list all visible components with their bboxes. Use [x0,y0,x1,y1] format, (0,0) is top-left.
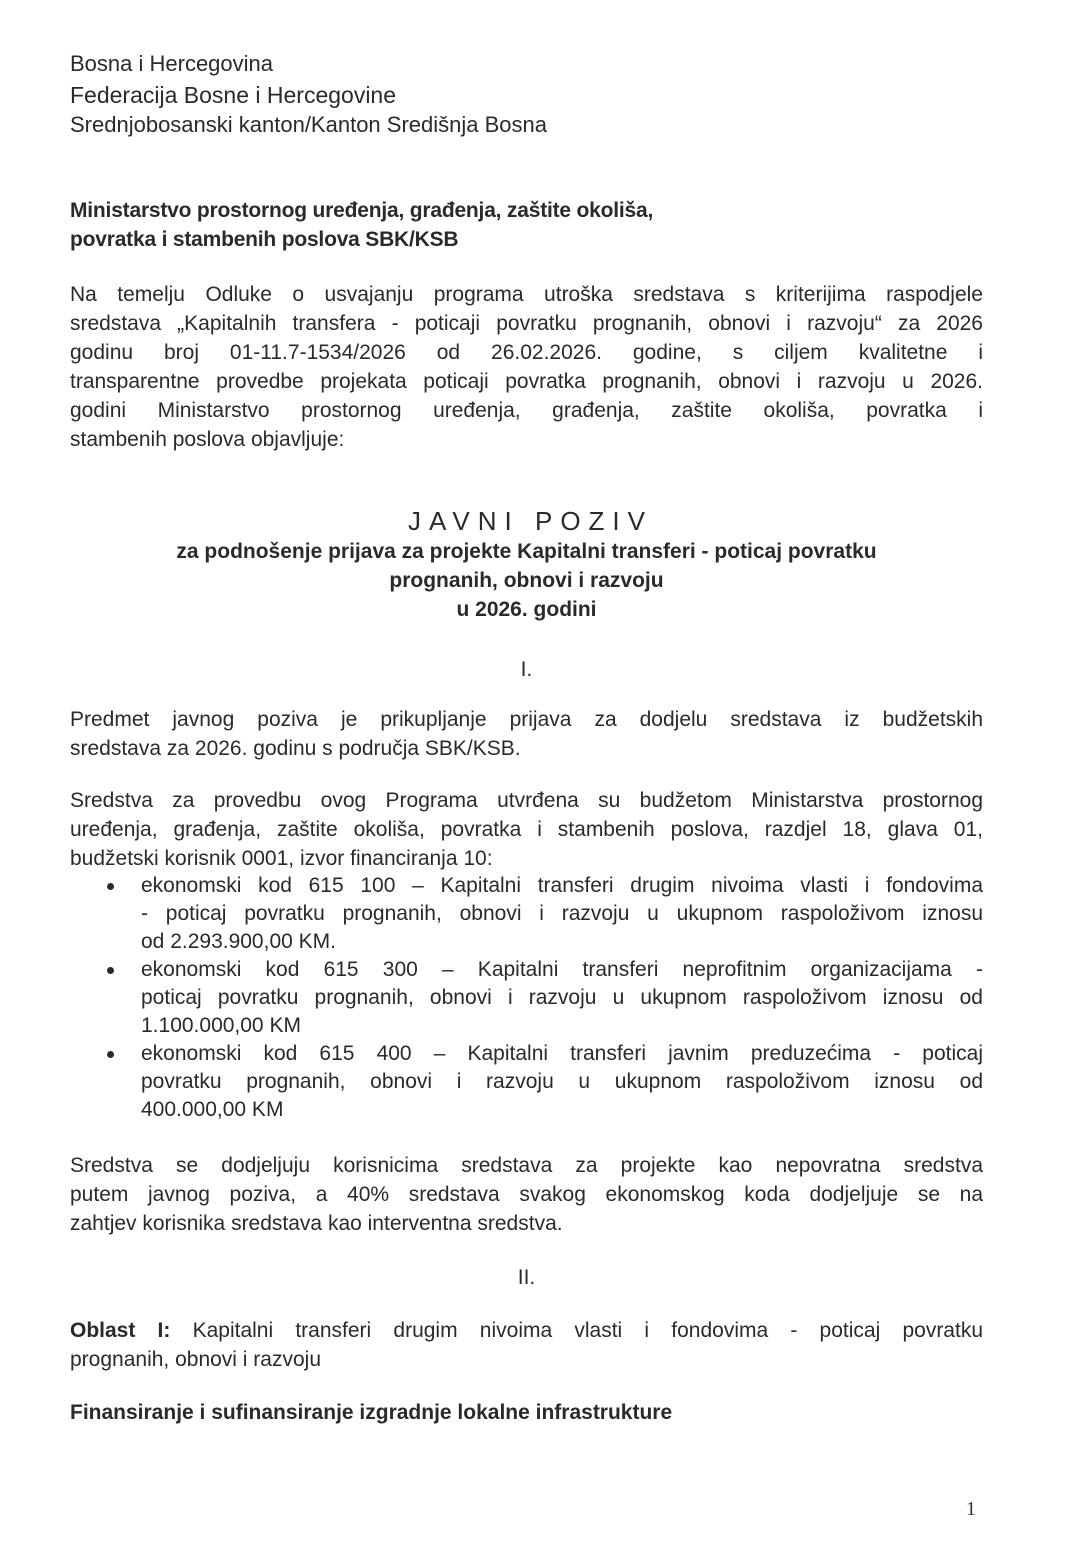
code-line: povratku prognanih, obnovi i razvoju u ukupnom raspoloživom iznosu od [141,1070,983,1093]
document-subtitle-line: prognanih, obnovi i razvoju [389,569,664,592]
intro-line: stambenih poslova objavljuje: [70,428,345,451]
code-line: 1.100.000,00 KM [141,1014,301,1037]
funding-line: Sredstva za provedbu ovog Programa utvrđena su budžetom Ministarstva prostornog [70,789,983,812]
intro-line: Na temelju Odluke o usvajanju programa utroška sredstava s kriterijima raspodjele [70,283,983,306]
ministry-line: Ministarstvo prostornog uređenja, građenja, zaštite okoliša, [70,199,654,222]
economic-code-item [105,956,983,1040]
oblast-text: Kapitalni transferi drugim nivoima vlasti i fondovima - poticaj povratku [170,1319,984,1342]
ministry-name [70,196,653,254]
code-line: 400.000,00 KM [141,1098,284,1121]
bullet-icon [107,883,114,890]
header-federation: Federacija Bosne i Hercegovine [70,82,397,108]
title-block [70,505,983,624]
funding-line: budžetski korisnik 0001, izvor financiranja 10: [70,847,493,870]
allocation-line: putem javnog poziva, a 40% sredstava svakog ekonomskog koda dodjeljuje se na [70,1183,983,1206]
document-title: JAVNI POZIV [408,506,653,536]
intro-line: godini Ministarstvo prostornog uređenja, građenja, zaštite okoliša, povratka i [70,399,983,422]
code-line: ekonomski kod 615 400 – Kapitalni transferi javnim preduzećima - poticaj [141,1042,983,1065]
oblast-label: Oblast I: [70,1319,171,1342]
page-number: 1 [966,1498,976,1520]
document-subtitle-line: za podnošenje prijava za projekte Kapitalni transferi - poticaj povratku [176,540,877,563]
document-subtitle-line: u 2026. godini [456,598,597,621]
code-line: ekonomski kod 615 100 – Kapitalni transferi drugim nivoima vlasti i fondovima [141,874,983,897]
oblast-paragraph [70,1316,983,1374]
subject-paragraph [70,705,983,763]
intro-line: godinu broj 01-11.7-1534/2026 od 26.02.2026. godine, s ciljem kvalitetne i [70,341,983,364]
economic-codes-list [105,872,983,1124]
funding-line: uređenja, građenja, zaštite okoliša, povratka i stambenih poslova, razdjel 18, glava 01, [70,818,983,841]
subheading-infrastructure: Finansiranje i sufinansiranje izgradnje lokalne infrastrukture [70,1401,673,1424]
oblast-line [70,1316,983,1345]
subject-line: sredstava za 2026. godinu s područja SBK/KSB. [70,737,521,760]
header-country: Bosna i Hercegovina [70,51,274,76]
economic-code-item [105,872,983,956]
allocation-paragraph [70,1151,983,1238]
code-line: poticaj povratku prognanih, obnovi i razvoju u ukupnom raspoloživom iznosu od [141,986,983,1009]
allocation-line: zahtjev korisnika sredstava kao interventna sredstva. [70,1212,563,1235]
section-number-2: II. [517,1266,536,1289]
bullet-icon [107,1051,114,1058]
subject-line: Predmet javnog poziva je prikupljanje prijava za dodjelu sredstava iz budžetskih [70,708,983,731]
allocation-line: Sredstva se dodjeljuju korisnicima sredstava za projekte kao nepovratna sredstva [70,1154,983,1177]
header-canton: Srednjobosanski kanton/Kanton Središnja Bosna [70,112,547,137]
intro-line: transparentne provedbe projekata poticaji povratka prognanih, obnovi i razvoju u 2026. [70,370,983,393]
oblast-line: prognanih, obnovi i razvoju [70,1348,321,1371]
intro-line: sredstava „Kapitalnih transfera - poticaji povratku prognanih, obnovi i razvoju“ za 2026 [70,312,983,335]
ministry-line: povratka i stambenih poslova SBK/KSB [70,228,459,251]
section-number-1: I. [520,658,533,681]
intro-paragraph [70,280,983,454]
code-line: od 2.293.900,00 KM. [141,930,336,953]
code-line: ekonomski kod 615 300 – Kapitalni transferi neprofitnim organizacijama - [141,958,983,981]
economic-code-item [105,1040,983,1124]
code-line: - poticaj povratku prognanih, obnovi i razvoju u ukupnom raspoloživom iznosu [141,902,983,925]
bullet-icon [107,967,114,974]
funding-paragraph [70,786,983,873]
